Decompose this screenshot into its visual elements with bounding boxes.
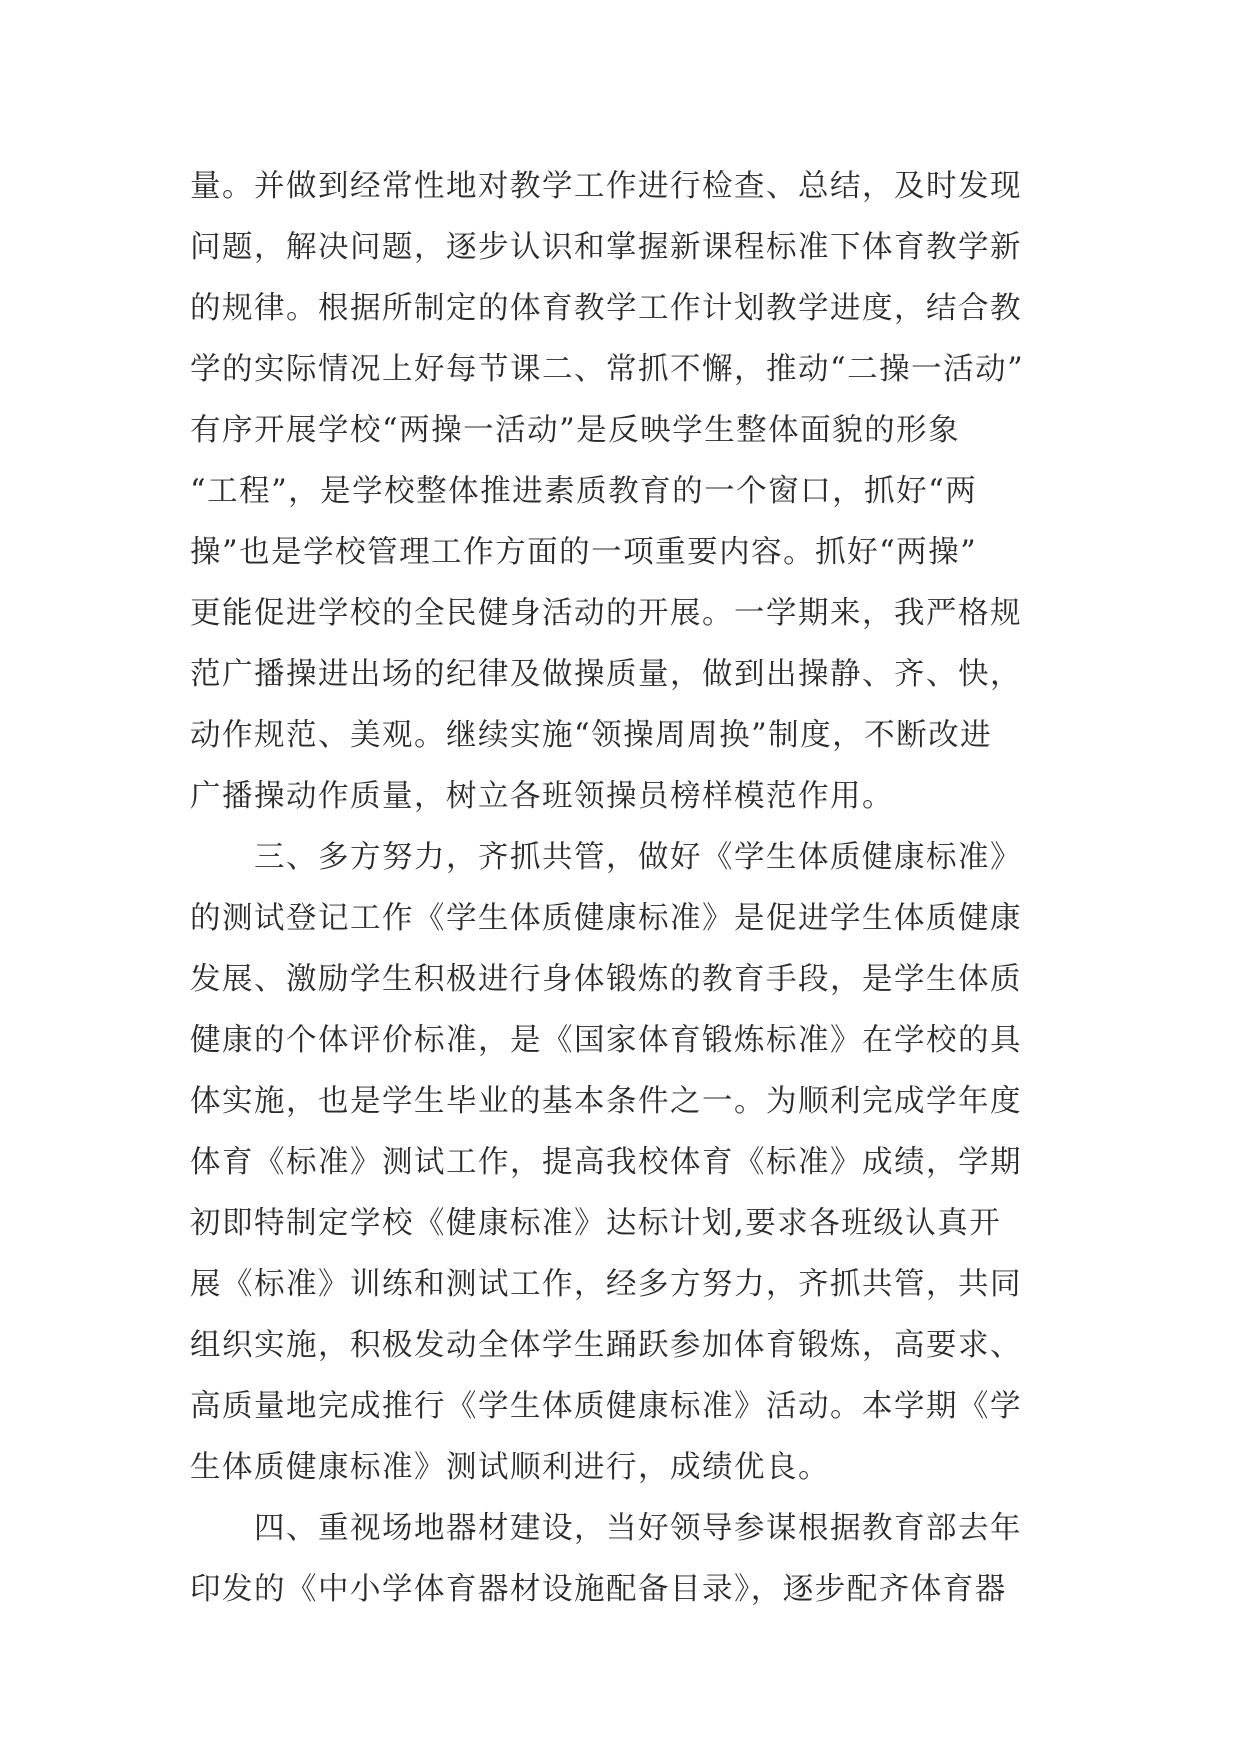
text-line: 展《标准》训练和测试工作，经多方努力，齐抓共管，共同 <box>190 1267 1022 1302</box>
paragraph-start-line: 四、重视场地器材建设，当好领导参谋根据教育部去年 <box>254 1511 1022 1546</box>
text-line: 发展、激励学生积极进行身体锻炼的教育手段，是学生体质 <box>190 962 1022 997</box>
text-line: 健康的个体评价标准，是《国家体育锻炼标准》在学校的具 <box>190 1023 1022 1058</box>
text-line: 操”也是学校管理工作方面的一项重要内容。抓好“两操” <box>190 535 978 570</box>
text-line: 体育《标准》测试工作，提高我校体育《标准》成绩，学期 <box>190 1145 1022 1180</box>
paragraph-start-line: 三、多方努力，齐抓共管，做好《学生体质健康标准》 <box>254 840 1022 875</box>
text-line: “工程”，是学校整体推进素质教育的一个窗口，抓好“两 <box>190 474 978 509</box>
text-line: 的测试登记工作《学生体质健康标准》是促进学生体质健康 <box>190 901 1022 936</box>
document-body <box>190 156 1050 1620</box>
text-line: 广播操动作质量，树立各班领操员榜样模范作用。 <box>190 779 894 814</box>
text-line: 问题，解决问题，逐步认识和掌握新课程标准下体育教学新 <box>190 230 1022 265</box>
text-line: 动作规范、美观。继续实施“领操周周换”制度，不断改进 <box>190 718 993 753</box>
text-line: 范广播操进出场的纪律及做操质量，做到出操静、齐、快， <box>190 657 1022 692</box>
text-line: 组织实施，积极发动全体学生踊跃参加体育锻炼，高要求、 <box>190 1328 1022 1363</box>
text-line: 生体质健康标准》测试顺利进行，成绩优良。 <box>190 1450 830 1485</box>
text-line: 学的实际情况上好每节课二、常抓不懈，推动“二操一活动” <box>190 352 1025 387</box>
text-line: 初即特制定学校《健康标准》达标计划,要求各班级认真开 <box>190 1206 1002 1241</box>
text-line: 高质量地完成推行《学生体质健康标准》活动。本学期《学 <box>190 1389 1022 1424</box>
text-line: 的规律。根据所制定的体育教学工作计划教学进度，结合教 <box>190 291 1022 326</box>
text-line: 有序开展学校“两操一活动”是反映学生整体面貌的形象 <box>190 413 961 448</box>
text-line: 量。并做到经常性地对教学工作进行检查、总结，及时发现 <box>190 169 1022 204</box>
text-line: 印发的《中小学体育器材设施配备目录》，逐步配齐体育器 <box>190 1572 1007 1607</box>
text-line: 体实施，也是学生毕业的基本条件之一。为顺利完成学年度 <box>190 1084 1022 1119</box>
text-line: 更能促进学校的全民健身活动的开展。一学期来，我严格规 <box>190 596 1022 631</box>
